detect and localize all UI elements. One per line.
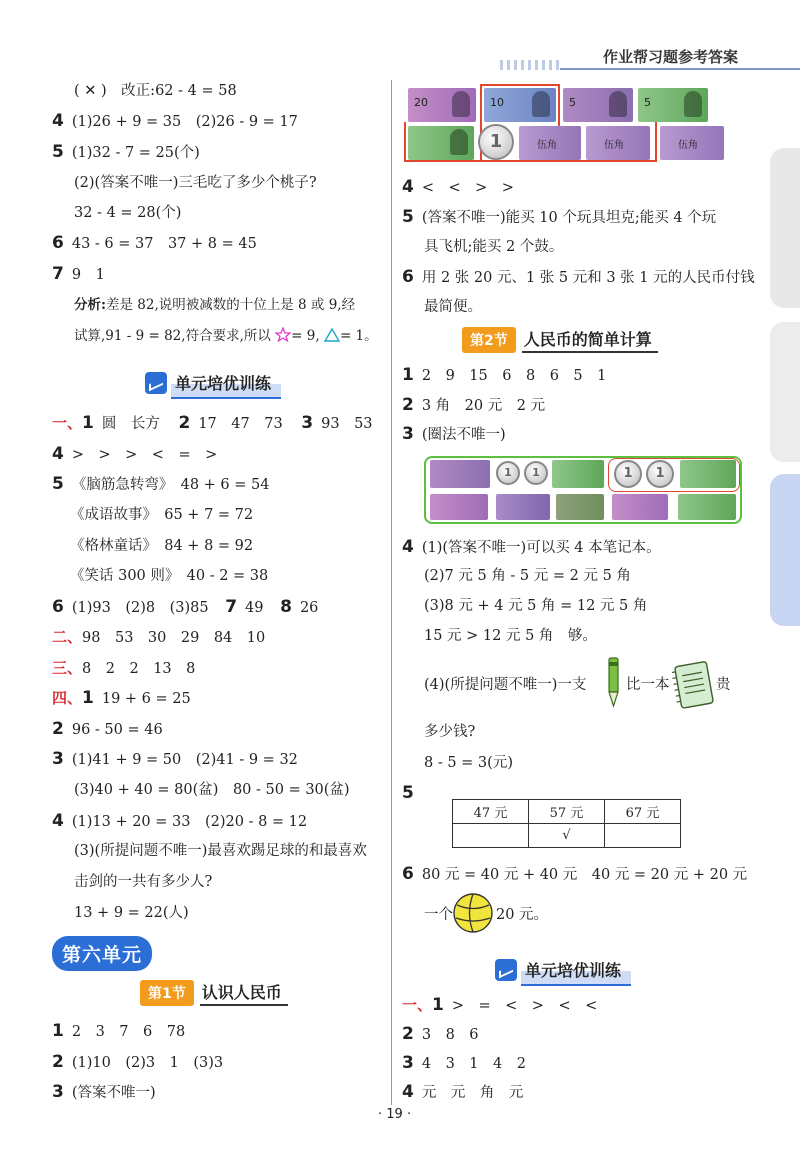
answer-text: (答案不唯一) (71, 1085, 156, 1101)
answer-1 (402, 366, 606, 385)
answer-line (626, 676, 670, 694)
answer-text: (4)(所提问题不唯一)一支 (424, 677, 587, 693)
answer-text: > > > < = > (71, 447, 218, 463)
section-tag: 第1节 (140, 980, 194, 1006)
banknote-5: 5 (563, 88, 633, 122)
answer-text: (圈法不唯一) (421, 427, 506, 443)
answer-5 (402, 208, 716, 227)
analysis-line (74, 296, 355, 314)
part-label: 二、 (52, 628, 83, 646)
question-number: 1 (82, 413, 94, 433)
coin-1-yuan: 1 (496, 461, 520, 485)
question-number: 6 (52, 597, 64, 617)
question-number: 2 (402, 395, 414, 415)
answer-1-1 (402, 996, 597, 1015)
question-number: 4 (52, 111, 64, 131)
answer-4 (402, 1083, 523, 1102)
answer-text: 98 53 30 29 84 10 (82, 630, 266, 646)
answer-3 (52, 750, 298, 769)
question-number: 5 (52, 142, 64, 162)
question-number: 4 (402, 177, 414, 197)
volleyball-icon (452, 892, 494, 934)
banknote-1 (552, 460, 604, 488)
answer-3 (52, 1083, 156, 1102)
section-title: 人民币的简单计算 (522, 327, 658, 353)
banknote-1 (680, 460, 736, 488)
part-4 (52, 689, 191, 708)
question-number: 4 (52, 811, 64, 831)
question-number: 6 (402, 267, 414, 287)
answer-text: 20 元。 (496, 907, 549, 923)
answer-3 (402, 1054, 526, 1073)
answer-line: (3)40 + 40 = 80(盆) 80 - 50 = 30(盆) (74, 782, 350, 798)
answer-text: 元 元 角 元 (421, 1085, 524, 1101)
answer-text: < < > > (421, 180, 514, 196)
banknote-10: 10 (484, 88, 556, 122)
table-cell: 57 元 (529, 800, 605, 824)
answer-text: 19 + 6 = 25 (101, 691, 191, 707)
question-number: 3 (301, 413, 314, 433)
banknote-20: 20 (408, 88, 476, 122)
answer-line: 32 - 4 = 28(个) (74, 205, 182, 221)
part-label: 一、 (52, 414, 83, 432)
answer-text: (1)41 + 9 = 50 (2)41 - 9 = 32 (71, 752, 298, 768)
part-label: 三、 (52, 659, 83, 677)
side-tab[interactable] (770, 322, 800, 462)
coin-1-yuan: 1 (614, 460, 642, 488)
question-number: 4 (52, 444, 64, 464)
answer-text: 贵 (716, 677, 731, 693)
column-divider (391, 80, 392, 1105)
answer-text: (1)32 - 7 = 25(个) (71, 145, 200, 161)
banknote-5-jiao: 伍角 (586, 126, 650, 160)
answer-text: 3 8 6 (421, 1027, 479, 1043)
answer-2 (52, 1053, 223, 1072)
answer-6 (402, 865, 747, 884)
answer-text: 3 角 20 元 2 元 (421, 398, 546, 414)
answer-line: 《格林童话》 84 + 8 = 92 (70, 538, 254, 554)
answer-text: (1)(答案不唯一)可以买 4 本笔记本。 (421, 540, 661, 556)
question-number: 1 (52, 1021, 64, 1041)
banknote-5-jiao: 伍角 (660, 126, 724, 160)
table-row (453, 824, 681, 848)
question-number: 3 (52, 1082, 64, 1102)
question-number: 1 (402, 365, 414, 385)
answer-line: 8 - 5 = 3(元) (424, 755, 513, 771)
question-number: 4 (402, 1082, 414, 1102)
question-number: 3 (52, 749, 64, 769)
question-number: 2 (52, 719, 64, 739)
answer-line: (3)(所提问题不唯一)最喜欢踢足球的和最喜欢 (74, 843, 367, 859)
answer-6 (402, 268, 755, 287)
header-rule (560, 68, 800, 70)
answer-6 (52, 598, 318, 617)
unit-training-banner (145, 369, 281, 397)
banknote-5: 5 (638, 88, 708, 122)
coin-1-yuan: 1 (646, 460, 674, 488)
question-number: 3 (402, 1053, 414, 1073)
banknote-1 (408, 126, 474, 160)
answer-line: ( ✕ ) 改正:62 - 4 = 58 (74, 83, 237, 99)
answer-line (496, 906, 548, 924)
answer-line: 《笑话 300 则》 40 - 2 = 38 (70, 568, 269, 584)
answer-text: 80 元 = 40 元 + 40 元 40 元 = 20 元 + 20 元 (421, 867, 748, 883)
question-number: 3 (402, 424, 414, 444)
answer-text: 《脑筋急转弯》 48 + 6 = 54 (71, 477, 270, 493)
question-number: 6 (52, 233, 64, 253)
answer-2 (52, 720, 163, 739)
answer-4 (402, 178, 514, 197)
answer-text: 96 - 50 = 46 (71, 722, 163, 738)
header-decoration (500, 60, 560, 70)
chart-icon (495, 959, 517, 981)
answer-text: (答案不唯一)能买 10 个玩具坦克;能买 4 个玩 (421, 210, 717, 226)
question-number: 5 (402, 207, 414, 227)
answer-line: 最简便。 (424, 299, 482, 315)
answer-4 (402, 538, 661, 557)
answer-5 (402, 784, 422, 803)
answer-5 (52, 143, 200, 162)
answer-line: 具飞机;能买 2 个鼓。 (424, 239, 564, 255)
banner-title: 单元培优训练 (171, 368, 281, 399)
answer-text: 8 2 2 13 8 (82, 661, 196, 677)
table-cell (605, 824, 681, 848)
table-cell (453, 824, 529, 848)
answer-1 (52, 1022, 185, 1041)
answer-text: 比一本 (626, 677, 670, 693)
answer-4 (52, 445, 217, 464)
side-tab[interactable] (770, 148, 800, 308)
answer-line: 15 元 > 12 元 5 角 够。 (424, 628, 597, 644)
answer-7 (52, 265, 105, 284)
answer-text: (1)26 + 9 = 35 (2)26 - 9 = 17 (71, 114, 298, 130)
answer-line: 《成语故事》 65 + 7 = 72 (70, 507, 254, 523)
question-number: 5 (402, 783, 414, 803)
star-icon (275, 327, 291, 342)
answer-4 (52, 812, 307, 831)
banknote-1 (678, 494, 736, 520)
banknote-5-jiao (496, 494, 550, 520)
table-cell: 47 元 (453, 800, 529, 824)
page-header-title: 作业帮习题参考答案 (602, 48, 738, 66)
unit-six-badge: 第六单元 (52, 936, 152, 971)
answer-text: 2 3 7 6 78 (71, 1024, 186, 1040)
page-number: · 19 · (378, 1107, 412, 1122)
answer-text: 4 3 1 4 2 (421, 1056, 526, 1072)
banknote-5 (612, 494, 668, 520)
part-2 (52, 628, 265, 647)
question-number: 2 (178, 413, 191, 433)
table-row (453, 800, 681, 824)
analysis-text: 差是 82,说明被减数的十位上是 8 或 9,经 (105, 297, 356, 313)
answer-text: 一个 (424, 907, 453, 923)
answer-text: 17 47 73 (198, 416, 283, 432)
coin-1-yuan: 1 (478, 124, 514, 160)
section-heading (462, 327, 658, 353)
answer-line: (2)7 元 5 角 - 5 元 = 2 元 5 角 (424, 568, 631, 584)
question-number: 6 (402, 864, 414, 884)
question-number: 7 (225, 597, 238, 617)
banknote-5-jiao: 伍角 (519, 126, 581, 160)
part-3 (52, 659, 195, 678)
answer-6 (52, 234, 257, 253)
banner-title: 单元培优训练 (521, 955, 631, 986)
table-cell: 67 元 (605, 800, 681, 824)
banknote-5 (430, 460, 490, 488)
question-number: 7 (52, 264, 64, 284)
answer-text: 9 1 (71, 267, 105, 283)
answer-line: (2)(答案不唯一)三毛吃了多少个桃子? (74, 175, 317, 191)
answer-2 (402, 1025, 479, 1044)
answer-2 (402, 396, 545, 415)
answer-text: (1)13 + 20 = 33 (2)20 - 8 = 12 (71, 814, 308, 830)
side-tab-active[interactable] (770, 474, 800, 626)
answer-line (424, 906, 453, 924)
answer-line: 击剑的一共有多少人? (74, 874, 213, 890)
answer-line: 13 + 9 = 22(人) (74, 905, 189, 921)
pen-icon (600, 656, 626, 710)
answer-line (716, 676, 731, 694)
question-number: 2 (52, 1052, 64, 1072)
analysis-text: = 9, (291, 328, 320, 344)
chart-icon (145, 372, 167, 394)
analysis-line (74, 327, 378, 345)
question-number: 1 (82, 688, 94, 708)
triangle-icon (324, 328, 340, 342)
answer-text: 93 53 (321, 416, 373, 432)
answer-text: > = < > < < (451, 998, 598, 1014)
answer-5 (52, 475, 269, 494)
question-number: 4 (402, 537, 414, 557)
part-label: 四、 (52, 689, 83, 707)
analysis-text: = 1。 (339, 328, 378, 344)
part-label: 一、 (402, 996, 433, 1014)
answer-1-1 (52, 414, 373, 433)
table-cell: √ (529, 824, 605, 848)
question-number: 2 (402, 1024, 414, 1044)
answer-text: 用 2 张 20 元、1 张 5 元和 3 张 1 元的人民币付钱 (421, 270, 755, 286)
notebook-icon (672, 660, 714, 710)
analysis-text: 试算,91 - 9 = 82,符合要求,所以 (74, 328, 271, 344)
answer-text: (1)93 (2)8 (3)85 (71, 600, 209, 616)
answer-text: 26 (299, 600, 319, 616)
question-number: 5 (52, 474, 64, 494)
answer-line: 多少钱? (424, 724, 476, 740)
banknote-1-jiao (556, 494, 604, 520)
answer-line: (3)8 元 + 4 元 5 角 = 12 元 5 角 (424, 598, 648, 614)
answer-3 (402, 425, 506, 444)
answer-4 (52, 112, 298, 131)
answer-text: 43 - 6 = 37 37 + 8 = 45 (71, 236, 257, 252)
unit-training-banner (495, 956, 631, 984)
section-tag: 第2节 (462, 327, 516, 353)
price-table (452, 799, 681, 848)
banknote-5 (430, 494, 488, 520)
section-heading (140, 980, 288, 1006)
question-number: 8 (280, 597, 292, 617)
section-title: 认识人民币 (200, 980, 288, 1006)
analysis-label: 分析: (74, 297, 106, 313)
question-number: 1 (432, 995, 444, 1015)
answer-line (424, 676, 586, 694)
answer-text: 圆 长方 (101, 416, 160, 432)
answer-text: 2 9 15 6 8 6 5 1 (421, 368, 607, 384)
answer-text: 49 (245, 600, 264, 616)
answer-text: (1)10 (2)3 1 (3)3 (71, 1055, 224, 1071)
coin-1-yuan: 1 (524, 461, 548, 485)
